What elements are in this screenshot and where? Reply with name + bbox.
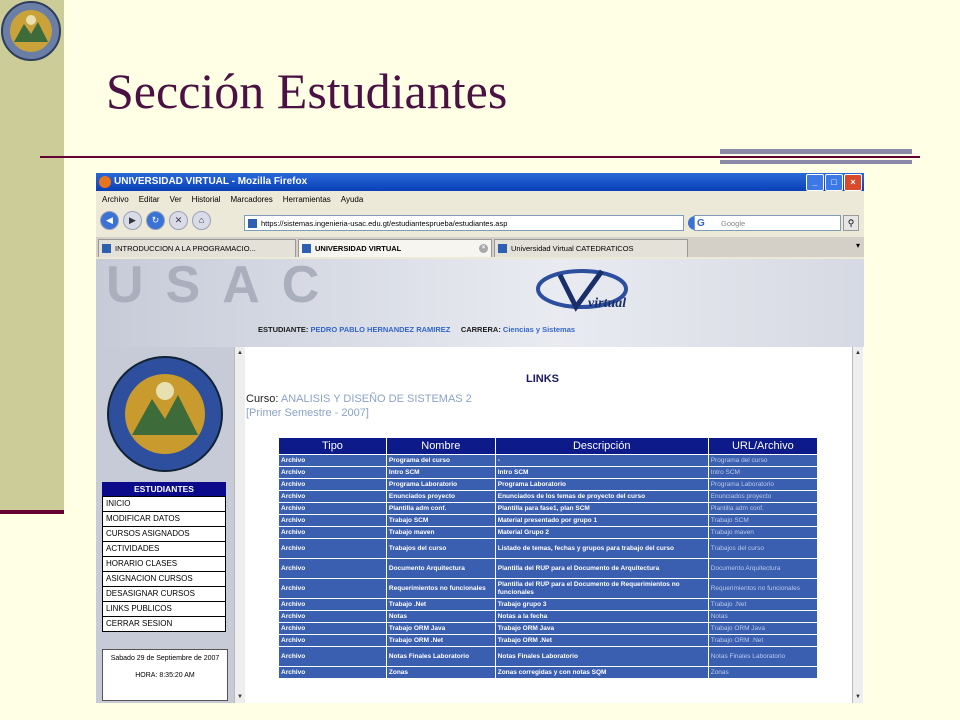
close-button[interactable]: × <box>844 174 862 191</box>
sidebar-menu <box>102 496 226 632</box>
student-label: ESTUDIANTE: <box>258 325 309 334</box>
cell-url-link[interactable]: Trabajo SCM <box>708 515 817 527</box>
slide-side-bar <box>0 0 64 510</box>
cell-nombre: Trabajo ORM Java <box>386 623 495 635</box>
tab-favicon-icon <box>302 244 311 253</box>
scroll-down-icon[interactable]: ▼ <box>855 694 861 700</box>
cell-tipo: Archivo <box>279 579 387 599</box>
reload-button[interactable]: ↻ <box>146 211 165 230</box>
universidad-virtual-logo <box>532 267 672 315</box>
cell-tipo: Archivo <box>279 467 387 479</box>
table-row <box>279 559 818 579</box>
cell-descripcion: Material Grupo 2 <box>495 527 708 539</box>
cell-descripcion: Plantilla para fase1, plan SCM <box>495 503 708 515</box>
sidebar-item-cursos-asignados[interactable]: CURSOS ASIGNADOS <box>102 527 226 542</box>
course-name: ANALISIS Y DISEÑO DE SISTEMAS 2 <box>280 393 472 405</box>
back-button[interactable]: ◀ <box>100 211 119 230</box>
scroll-up-icon[interactable]: ▲ <box>855 350 861 356</box>
close-tab-icon[interactable]: × <box>479 244 488 253</box>
semester-label: [Primer Semestre - 2007] <box>246 407 369 419</box>
cell-tipo: Archivo <box>279 559 387 579</box>
cell-nombre: Notas Finales Laboratorio <box>386 647 495 667</box>
column-header-tipo: Tipo <box>279 438 387 455</box>
column-header-nombre: Nombre <box>386 438 495 455</box>
cell-url-link[interactable]: Programa Laboratorio <box>708 479 817 491</box>
cell-url-link[interactable]: Trabajo ORM Java <box>708 623 817 635</box>
cell-url-link[interactable]: Trabajos del curso <box>708 539 817 559</box>
cell-descripcion: Programa Laboratorio <box>495 479 708 491</box>
page-scrollbar[interactable] <box>852 347 863 703</box>
left-sidebar <box>96 347 234 703</box>
cell-url-link[interactable]: Notas Finales Laboratorio <box>708 647 817 667</box>
slide-title: Sección Estudiantes <box>106 63 508 119</box>
table-row <box>279 539 818 559</box>
cell-url-link[interactable]: Enunciados proyecto <box>708 491 817 503</box>
tab-label: Universidad Virtual CATEDRATICOS <box>511 244 634 253</box>
university-seal-icon <box>0 0 62 62</box>
sidebar-header: ESTUDIANTES <box>102 482 226 496</box>
cell-url-link[interactable]: Requerimientos no funcionales <box>708 579 817 599</box>
column-header-url: URL/Archivo <box>708 438 817 455</box>
table-row <box>279 527 818 539</box>
tab-catedraticos[interactable] <box>494 239 688 257</box>
main-content <box>246 347 850 703</box>
cell-nombre: Trabajo maven <box>386 527 495 539</box>
title-divider <box>40 156 920 158</box>
search-icon[interactable]: ⚲ <box>843 215 859 231</box>
cell-nombre: Plantilla adm conf. <box>386 503 495 515</box>
cell-nombre: Trabajos del curso <box>386 539 495 559</box>
cell-descripcion: Trabajo grupo 3 <box>495 599 708 611</box>
cell-nombre: Programa Laboratorio <box>386 479 495 491</box>
table-row <box>279 611 818 623</box>
cell-url-link[interactable]: Trabajo .Net <box>708 599 817 611</box>
title-divider-accent-lower <box>720 160 912 164</box>
maximize-button[interactable]: □ <box>825 174 843 191</box>
search-input[interactable] <box>694 215 841 231</box>
menu-ayuda[interactable]: Ayuda <box>340 195 364 204</box>
cell-tipo: Archivo <box>279 455 387 467</box>
tab-list-dropdown-icon[interactable]: ▾ <box>855 241 860 250</box>
cell-nombre: Trabajo SCM <box>386 515 495 527</box>
cell-tipo: Archivo <box>279 515 387 527</box>
table-row <box>279 647 818 667</box>
links-title: LINKS <box>526 373 559 385</box>
table-row <box>279 503 818 515</box>
sidebar-item-horario-clases[interactable]: HORARIO CLASES <box>102 557 226 572</box>
cell-tipo: Archivo <box>279 539 387 559</box>
address-bar[interactable] <box>244 215 684 231</box>
side-bar-divider <box>0 510 64 514</box>
current-date: Sabado 29 de Septiembre de 2007 <box>110 655 220 662</box>
tab-bar <box>96 237 864 257</box>
cell-url-link[interactable]: Notas <box>708 611 817 623</box>
cell-tipo: Archivo <box>279 635 387 647</box>
cell-descripcion: Plantilla del RUP para el Documento de Requerimientos no funcionales <box>495 579 708 599</box>
cell-url-link[interactable]: Plantilla adm conf. <box>708 503 817 515</box>
cell-tipo: Archivo <box>279 623 387 635</box>
stop-button[interactable]: ✕ <box>169 211 188 230</box>
table-row <box>279 455 818 467</box>
sidebar-item-asignacion-cursos[interactable]: ASIGNACION CURSOS <box>102 572 226 587</box>
page-banner <box>96 256 864 347</box>
title-divider-accent <box>720 149 912 154</box>
cell-nombre: Notas <box>386 611 495 623</box>
cell-nombre: Enunciados proyecto <box>386 491 495 503</box>
table-row <box>279 599 818 611</box>
cell-nombre: Intro SCM <box>386 467 495 479</box>
forward-button[interactable]: ▶ <box>123 211 142 230</box>
cell-nombre: Trabajo ORM .Net <box>386 635 495 647</box>
logo-text: virtual <box>588 296 627 311</box>
web-page <box>96 256 864 703</box>
sidebar-item-modificar-datos[interactable]: MODIFICAR DATOS <box>102 512 226 527</box>
cell-tipo: Archivo <box>279 503 387 515</box>
cell-descripcion: Listado de temas, fechas y grupos para trabajo del curso <box>495 539 708 559</box>
scroll-down-icon[interactable]: ▼ <box>237 694 243 700</box>
usac-banner-text: USAC <box>106 256 342 314</box>
course-label: Curso: <box>246 393 279 405</box>
menu-ver[interactable]: Ver <box>169 195 182 204</box>
tab-label: UNIVERSIDAD VIRTUAL <box>315 244 402 253</box>
menu-marcadores[interactable]: Marcadores <box>230 195 273 204</box>
cell-tipo: Archivo <box>279 479 387 491</box>
browser-title-bar <box>96 173 864 191</box>
current-time: HORA: 8:35:20 AM <box>135 672 195 679</box>
links-table <box>278 437 818 679</box>
student-name: PEDRO PABLO HERNANDEZ RAMIREZ <box>310 325 451 334</box>
cell-descripcion: Trabajo ORM Java <box>495 623 708 635</box>
cell-tipo: Archivo <box>279 599 387 611</box>
site-favicon-icon <box>248 219 257 228</box>
cell-tipo: Archivo <box>279 647 387 667</box>
sidebar-scrollbar[interactable] <box>234 347 245 703</box>
table-row <box>279 491 818 503</box>
browser-title: UNIVERSIDAD VIRTUAL - Mozilla Firefox <box>114 176 308 187</box>
tab-favicon-icon <box>102 244 111 253</box>
cell-tipo: Archivo <box>279 667 387 679</box>
table-row <box>279 667 818 679</box>
tab-favicon-icon <box>498 244 507 253</box>
cell-descripcion: Material presentado por grupo 1 <box>495 515 708 527</box>
sidebar-item-actividades[interactable]: ACTIVIDADES <box>102 542 226 557</box>
career-name: Ciencias y Sistemas <box>502 325 576 334</box>
table-row <box>279 467 818 479</box>
student-info <box>258 325 575 334</box>
google-search-icon: G <box>697 218 705 229</box>
cell-descripcion: - <box>495 455 708 467</box>
sidebar-item-cerrar-sesion[interactable]: CERRAR SESION <box>102 617 226 632</box>
cell-descripcion: Notas a la fecha <box>495 611 708 623</box>
address-url: https://sistemas.ingenieria-usac.edu.gt/estudiantesprueba/estudiantes.asp <box>261 219 508 228</box>
cell-nombre: Programa del curso <box>386 455 495 467</box>
cell-descripcion: Notas Finales Laboratorio <box>495 647 708 667</box>
firefox-icon <box>99 176 111 188</box>
cell-nombre: Trabajo .Net <box>386 599 495 611</box>
sidebar-item-links-publicos[interactable]: LINKS PUBLICOS <box>102 602 226 617</box>
menu-archivo[interactable]: Archivo <box>102 195 129 204</box>
cell-descripcion: Plantilla del RUP para el Documento de Arquitectura <box>495 559 708 579</box>
course-line <box>246 393 472 405</box>
column-header-descripcion: Descripción <box>495 438 708 455</box>
menu-historial[interactable]: Historial <box>191 195 221 204</box>
menu-bar <box>96 191 864 208</box>
cell-nombre: Zonas <box>386 667 495 679</box>
menu-herramientas[interactable]: Herramientas <box>282 195 331 204</box>
table-row <box>279 635 818 647</box>
browser-window <box>96 173 864 703</box>
cell-nombre: Documento Arquitectura <box>386 559 495 579</box>
table-row <box>279 579 818 599</box>
sidebar-item-inicio[interactable]: INICIO <box>102 496 226 512</box>
cell-url-link[interactable]: Trabajo maven <box>708 527 817 539</box>
scroll-up-icon[interactable]: ▲ <box>237 350 243 356</box>
menu-editar[interactable]: Editar <box>138 195 160 204</box>
table-row <box>279 515 818 527</box>
cell-url-link[interactable]: Intro SCM <box>708 467 817 479</box>
cell-url-link[interactable]: Trabajo ORM .Net <box>708 635 817 647</box>
minimize-button[interactable]: _ <box>806 174 824 191</box>
cell-url-link[interactable]: Zonas <box>708 667 817 679</box>
cell-descripcion: Zonas corregidas y con notas SQM <box>495 667 708 679</box>
search-placeholder: Google <box>721 219 746 228</box>
tab-label: INTRODUCCION A LA PROGRAMACIO... <box>115 244 256 253</box>
career-label: CARRERA: <box>460 325 501 334</box>
table-row <box>279 479 818 491</box>
cell-descripcion: Intro SCM <box>495 467 708 479</box>
cell-url-link[interactable]: Programa del curso <box>708 455 817 467</box>
sidebar-item-desasignar-cursos[interactable]: DESASIGNAR CURSOS <box>102 587 226 602</box>
cell-tipo: Archivo <box>279 611 387 623</box>
table-row <box>279 623 818 635</box>
cell-tipo: Archivo <box>279 527 387 539</box>
cell-descripcion: Trabajo ORM .Net <box>495 635 708 647</box>
home-button[interactable]: ⌂ <box>192 211 211 230</box>
cell-url-link[interactable]: Documento Arquitectura <box>708 559 817 579</box>
cell-tipo: Archivo <box>279 491 387 503</box>
date-time-box <box>102 649 228 701</box>
usac-seal-icon <box>106 355 224 473</box>
cell-nombre: Requerimientos no funcionales <box>386 579 495 599</box>
cell-descripcion: Enunciados de los temas de proyecto del curso <box>495 491 708 503</box>
